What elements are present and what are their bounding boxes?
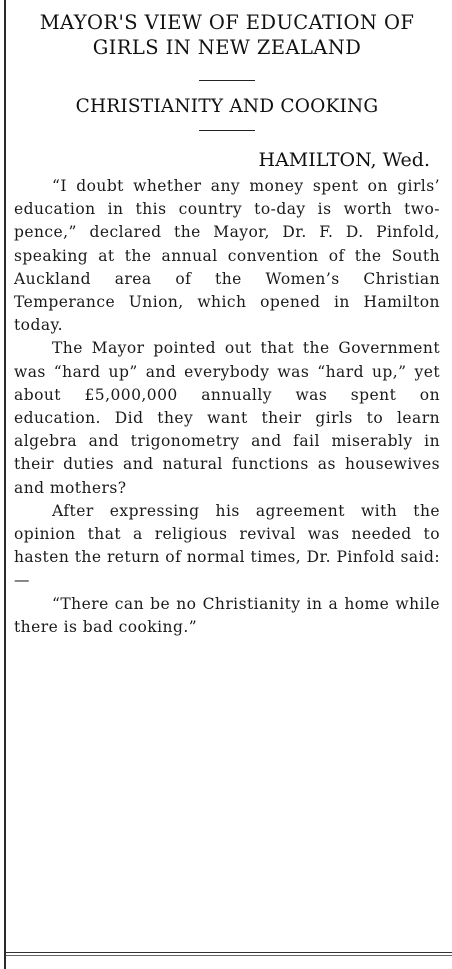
subheadline-divider <box>199 130 255 131</box>
article-body <box>14 175 440 639</box>
headline-divider <box>199 80 255 81</box>
subheadline: CHRISTIANITY AND COOKING <box>75 96 379 117</box>
paragraph-4: “There can be no Christianity in a home while there is bad cooking.” <box>14 594 440 636</box>
column-rule <box>4 0 6 969</box>
news-article <box>14 10 440 639</box>
paragraph-1: “I doubt whether any money spent on girls’ education in this country to-day is worth two-pence,” declared the Mayor, Dr. F. D. Pinfold, speaking at the annual convention of the South Auckland area of the Women’s Christian Temperance Union, which opened in Hamilton today. <box>14 177 440 335</box>
dateline: HAMILTON, Wed. <box>258 149 430 171</box>
headline: MAYOR'S VIEW OF EDUCATION OF GIRLS IN NEW ZEALAND <box>39 11 415 59</box>
paragraph-2: The Mayor pointed out that the Government was “hard up” and everybody was “hard up,” yet about £5,000,000 annually was spent on education. Did they want their girls to learn algebra and trigonometry and fail miserably in their duties and natural functions as housewives and mothers? <box>14 339 440 497</box>
paragraph-3: After expressing his agreement with the opinion that a religious revival was needed to hasten the return of normal times, Dr. Pinfold said:— <box>14 501 440 590</box>
bottom-rule-secondary <box>6 955 452 956</box>
bottom-rule <box>6 952 452 953</box>
